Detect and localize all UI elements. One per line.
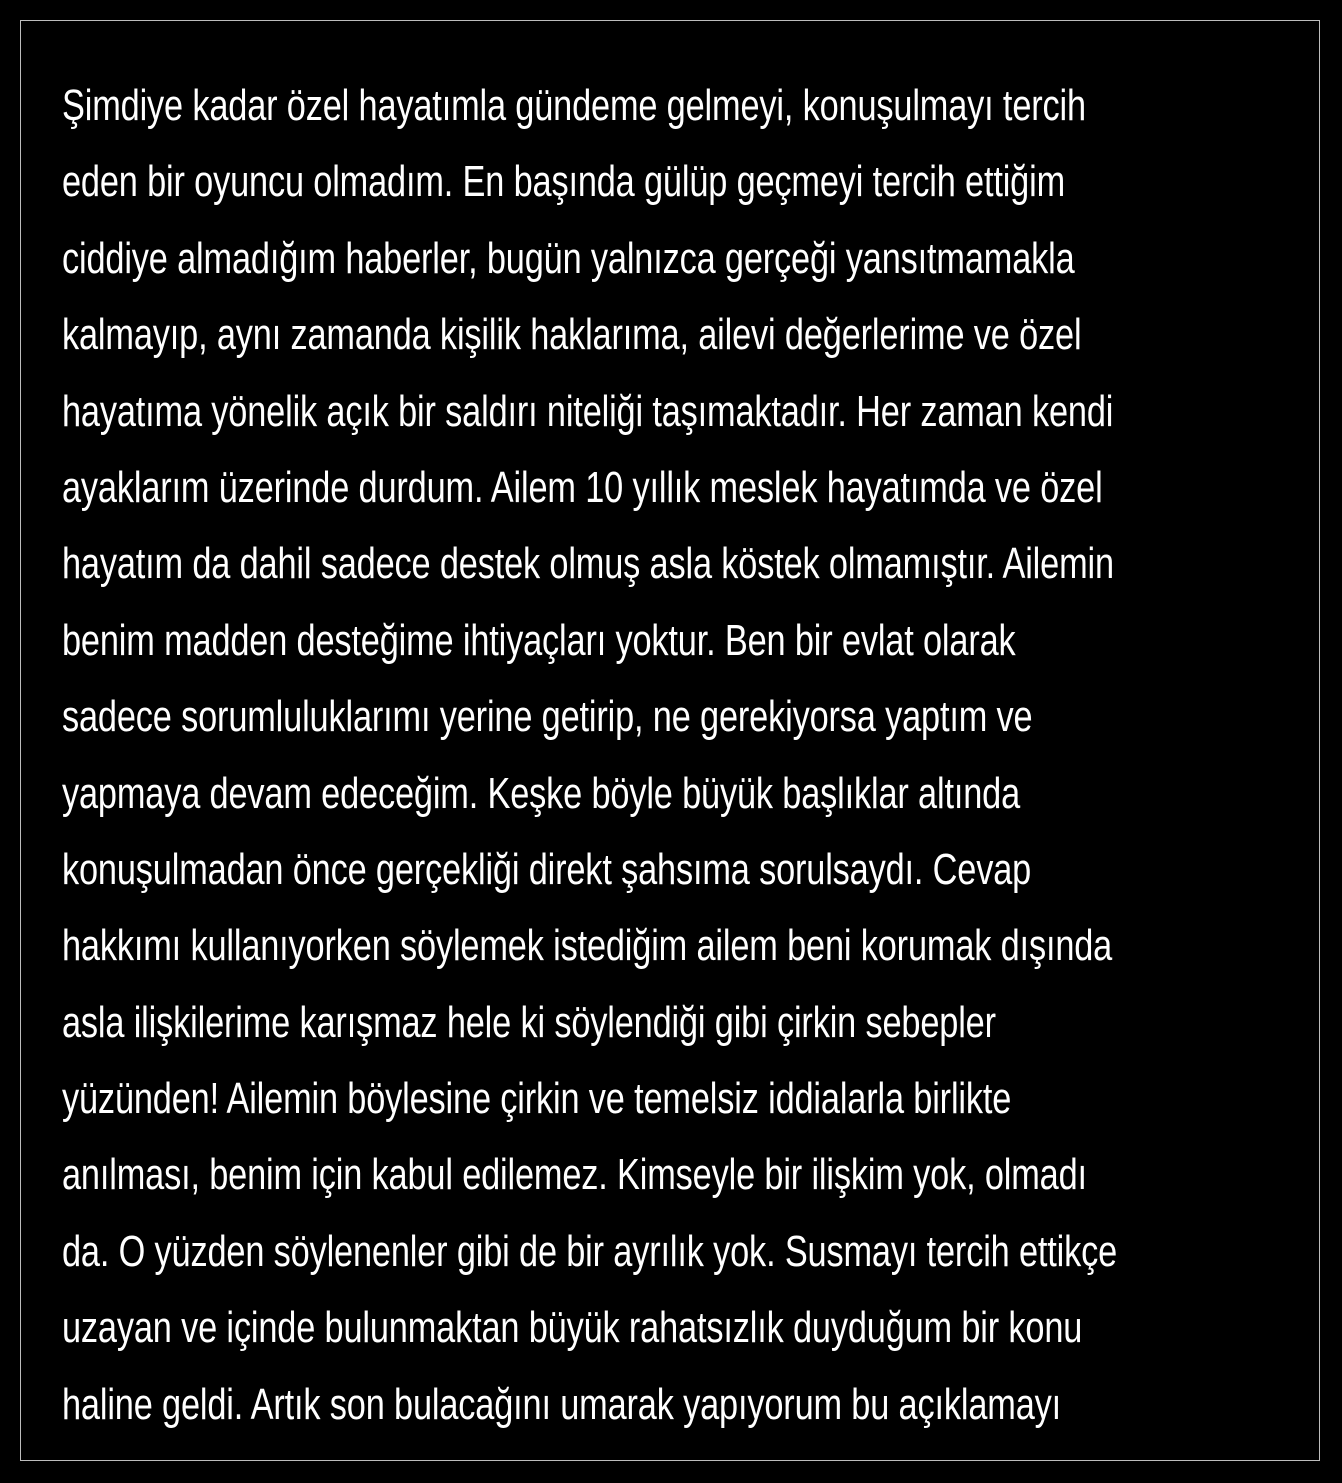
statement-line: yapmaya devam edeceğim. Keşke böyle büyük başlıklar altında (62, 768, 1021, 818)
statement-line: kalmayıp, aynı zamanda kişilik haklarıma, ailevi değerlerime ve özel (62, 310, 1082, 360)
statement-line: ayaklarım üzerinde durdum. Ailem 10 yıllık meslek hayatımda ve özel (62, 462, 1103, 512)
statement-line: da. O yüzden söylenenler gibi de bir ayrılık yok. Susmayı tercih ettikçe (62, 1226, 1118, 1276)
statement-line: hayatım da dahil sadece destek olmuş asla köstek olmamıştır. Ailemin (62, 539, 1114, 589)
statement-line: sadece sorumluluklarımı yerine getirip, ne gerekiyorsa yaptım ve (62, 692, 1033, 742)
statement-line: uzayan ve içinde bulunmaktan büyük rahatsızlık duyduğum bir konu (62, 1303, 1083, 1353)
statement-line: konuşulmadan önce gerçekliği direkt şahsıma sorulsaydı. Cevap (62, 844, 1032, 894)
statement-text (62, 76, 1342, 1451)
statement-line: yüzünden! Ailemin böylesine çirkin ve temelsiz iddialarla birlikte (62, 1074, 1012, 1124)
statement-line: benim madden desteğime ihtiyaçları yoktur. Ben bir evlat olarak (62, 615, 1016, 665)
statement-line: Şimdiye kadar özel hayatımla gündeme gelmeyi, konuşulmayı tercih (62, 81, 1086, 130)
statement-line: hayatıma yönelik açık bir saldırı niteliği taşımaktadır. Her zaman kendi (62, 386, 1114, 436)
statement-line: ciddiye almadığım haberler, bugün yalnızca gerçeği yansıtmamakla (62, 233, 1075, 283)
statement-line: hakkımı kullanıyorken söylemek istediğim ailem beni korumak dışında (62, 921, 1113, 971)
statement-line: anılması, benim için kabul edilemez. Kimseyle bir ilişkim yok, olmadı (62, 1150, 1087, 1200)
statement-line: haline geldi. Artık son bulacağını umarak yapıyorum bu açıklamayı (62, 1379, 1062, 1429)
statement-line: eden bir oyuncu olmadım. En başında gülüp geçmeyi tercih ettiğim (62, 157, 1066, 207)
statement-line: asla ilişkilerime karışmaz hele ki söylendiği gibi çirkin sebepler (62, 997, 996, 1047)
